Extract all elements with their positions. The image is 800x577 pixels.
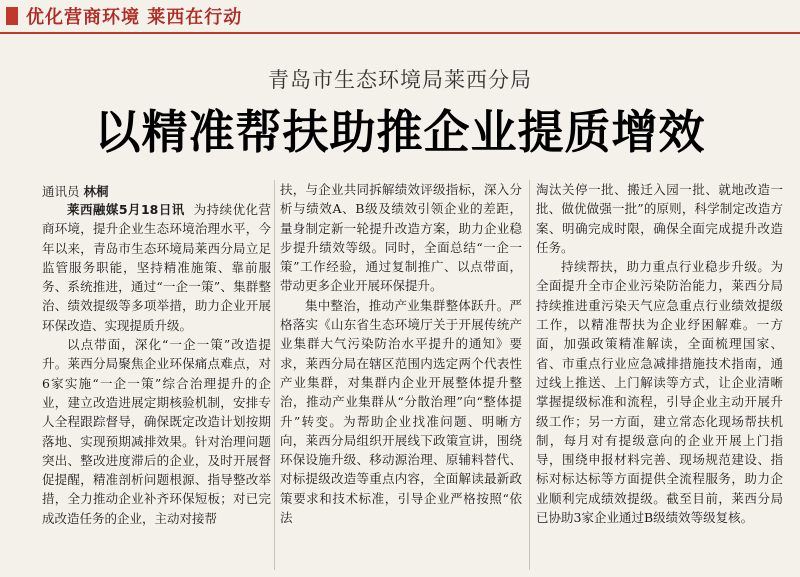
paragraph [42,200,271,335]
article-subheadline: 青岛市生态环境局莱西分局 [268,68,532,92]
byline-name: 林桐 [83,184,109,199]
section-header [0,0,800,34]
article-column-3 [536,180,783,570]
paragraph-text: 为持续优化营商环境，提升企业生态环境治理水平，今年以来，青岛市生态环境局莱西分局立足监管服务职能，坚持精准施策、靠前服务、系统推进，通过“一企一策”、集群整治、绩效提级等多项举措，助力企业开展环保改造、实现提质升级。 [42,202,271,333]
paragraph: 扶，与企业共同拆解绩效评级指标，深入分析与绩效A、B级及绩效引领企业的差距，量身制定新一轮提升改造方案，助力企业稳步提升绩效等级。同时，全面总结“一企一策”工作经验，通过复制推广、以点带面，带动更多企业开展环保提升。 [280,182,522,294]
section-marker [6,7,18,25]
section-title: 优化营商环境 莱西在行动 [26,7,243,28]
column-divider [529,180,530,570]
column-divider [274,180,275,570]
article-column-2 [280,180,522,570]
dateline: 莱西融媒5月18日讯 [67,202,185,217]
byline-label: 通讯员 [42,184,80,199]
paragraph: 以点带面，深化“一企一策”改造提升。莱西分局聚焦企业环保痛点难点，对6家实施“一企一策”综合治理提升的企业，建立改造进展定期核验机制，安排专人全程跟踪督导，确保既定改造计划按期落地、实现预期减排效果。针对治理问题突出、整改进度滞后的企业，及时开展督促提醒，精准剖析问题根源、指导整改举措，全力推动企业补齐环保短板；对已完成改造任务的企业，主动对接帮 [42,337,271,526]
paragraph: 持续帮扶，助力重点行业稳步升级。为全面提升全市企业污染防治能力，莱西分局持续推进重污染天气应急重点行业绩效提级工作，以精准帮扶为企业纾困解难。一方面，加强政策精准解读，全面梳理国家、省、市重点行业应急减排措施技术指南，通过线上推送、上门解读等方式，让企业清晰掌握提级标准和流程，引导企业主动开展升级工作；另一方面，建立常态化现场帮扶机制，每月对有提级意向的企业开展上门指导，围绕申报材料完善、现场规范建设、指标对标达标等方面提供全流程服务，助力企业顺利完成绩效提级。截至目前，莱西分局已协助3家企业通过B级绩效等级复核。 [536,259,783,526]
byline [42,182,109,200]
article-column-1 [42,200,271,577]
article-headline: 以精准帮扶助推企业提质增效 [94,105,706,159]
paragraph: 淘汰关停一批、搬迁入园一批、就地改造一批、做优做强一批”的原则，科学制定改造方案、明确完成时限，确保全面完成提升改造任务。 [536,182,783,255]
paragraph: 集中整治，推动产业集群整体跃升。严格落实《山东省生态环境厅关于开展传统产业集群大气污染防治水平提升的通知》要求，莱西分局在辖区范围内选定两个代表性产业集群，对集群内企业开展整体提升整治，推动产业集群从“分散治理”向“整体提升”转变。为帮助企业找准问题、明晰方向，莱西分局组织开展线下政策宣讲，围绕环保设施升级、移动源治理、原辅料替代、对标提级改造等重点内容，全面解读最新政策要求和技术标准，引导企业严格按照“依法 [280,297,522,526]
